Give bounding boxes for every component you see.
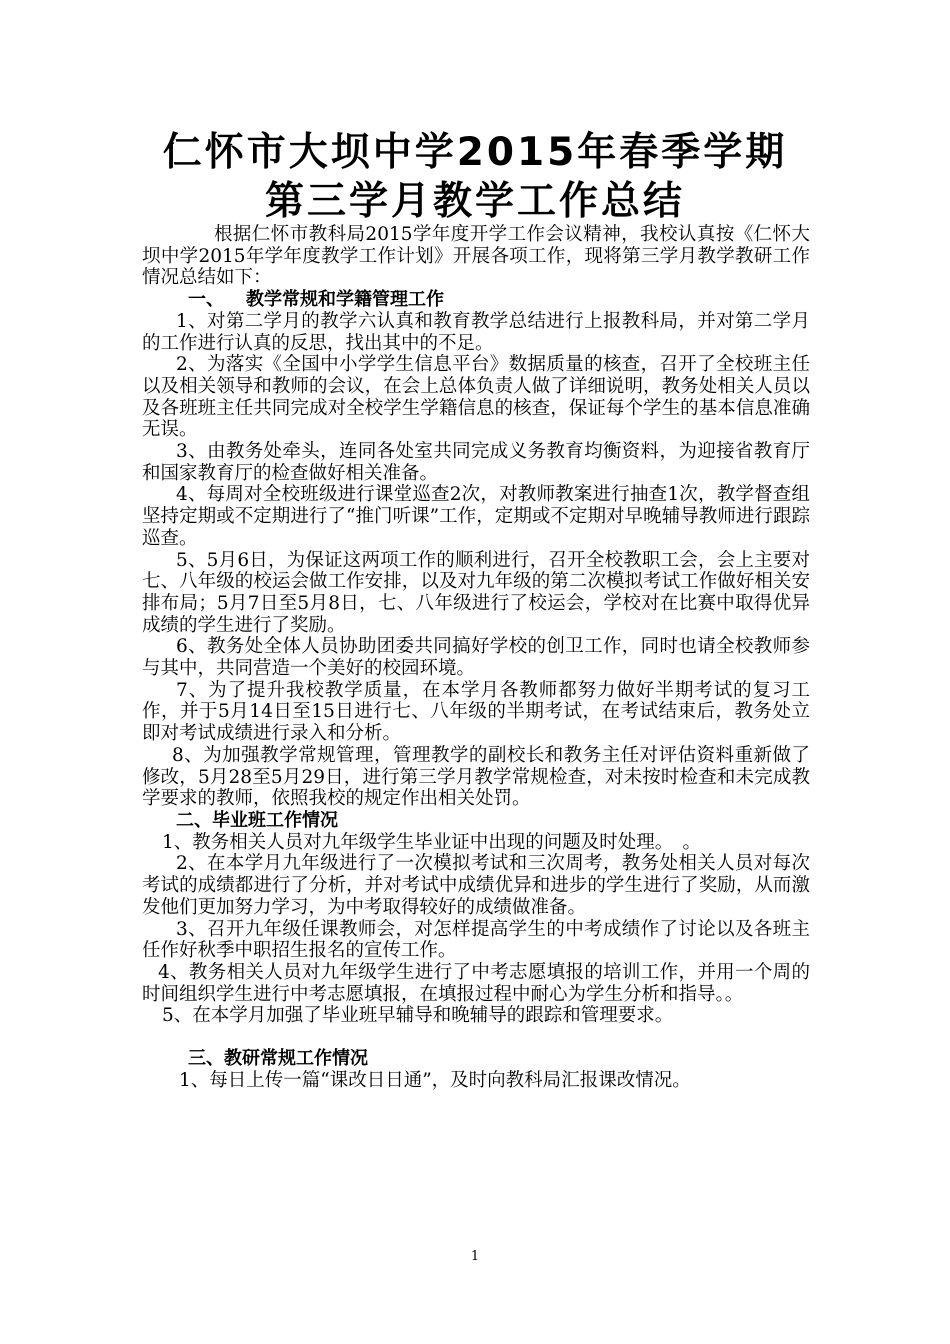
section1-item-2: 2、为落实《全国中小学学生信息平台》数据质量的核查，召开了全校班主任以及相关领导和教师的会议，在会上总体负责人做了详细说明，教务处相关人员以及各班班主任共同完成对全校学生学籍信息的核查，保证每个学生的基本信息准确无误。 bbox=[142, 354, 810, 441]
section1-number: 一、 bbox=[188, 289, 224, 311]
section2-item-3: 3、召开九年级任课教师会，对怎样提高学生的中考成绩作了讨论以及各班主任作好秋季中职招生报名的宣传工作。 bbox=[142, 918, 810, 962]
section3-heading: 三、教研常规工作情况 bbox=[188, 1048, 368, 1070]
document-title-line2: 第三学月教学工作总结 bbox=[264, 179, 685, 224]
document-body bbox=[142, 224, 810, 1091]
section1-item-1: 1、对第二学月的教学六认真和教育教学总结进行上报教科局，并对第二学月的工作进行认真的反思，找出其中的不足。 bbox=[142, 310, 810, 354]
section1-item-8: 8、为加强教学常规管理，管理教学的副校长和教务主任对评估资料重新做了修改，5月28至5月29日，进行第三学月教学常规检查，对未按时检查和未完成教学要求的教师，依照我校的规定作出相关处罚。 bbox=[142, 744, 810, 810]
section2-item-1: 1、教务相关人员对九年级学生毕业证中出现的问题及时处理。 。 bbox=[162, 831, 702, 853]
section1-item-4: 4、每周对全校班级进行课堂巡查2次，对教师教案进行抽查1次，教学督查组坚持定期或不定期进行了“推门听课”工作，定期或不定期对早晚辅导教师进行跟踪巡查。 bbox=[142, 484, 810, 549]
section1-item-3: 3、由教务处牵头，连同各处室共同完成义务教育均衡资料，为迎接省教育厅和国家教育厅的检查做好相关准备。 bbox=[142, 441, 810, 484]
intro-paragraph: 根据仁怀市教科局2015学年度开学工作会议精神，我校认真按《仁怀大坝中学2015年学年度教学工作计划》开展各项工作，现将第三学月教学教研工作情况总结如下： bbox=[142, 224, 810, 289]
section1-item-7: 7、为了提升我校教学质量，在本学月各教师都努力做好半期考试的复习工作，并于5月14日至15日进行七、八年级的半期考试，在考试结束后，教务处立即对考试成绩进行录入和分析。 bbox=[142, 679, 810, 745]
page-number: 1 bbox=[470, 1249, 480, 1264]
section2-item-5: 5、在本学月加强了毕业班早辅导和晚辅导的跟踪和管理要求。 bbox=[162, 1005, 674, 1027]
section1-heading bbox=[142, 289, 810, 311]
section1-item-5: 5、5月6日，为保证这两项工作的顺利进行，召开全校教职工会，会上主要对七、八年级的校运会做工作安排，以及对九年级的第二次模拟考试工作做好相关安排布局；5月7日至5月8日，七、八年级进行了校运会，学校对在比赛中取得优异成绩的学生进行了奖励。 bbox=[142, 549, 810, 636]
section1-title: 教学常规和学籍管理工作 bbox=[246, 289, 444, 311]
section2-item-4: 4、教务相关人员对九年级学生进行了中考志愿填报的培训工作，并用一个周的时间组织学生进行中考志愿填报，在填报过程中耐心为学生分析和指导。。 bbox=[142, 961, 810, 1005]
section1-item-6: 6、教务处全体人员协助团委共同搞好学校的创卫工作，同时也请全校教师参与其中，共同营造一个美好的校园环境。 bbox=[142, 636, 810, 680]
section3-item-1: 1、每日上传一篇“课改日日通”，及时向教科局汇报课改情况。 bbox=[179, 1069, 691, 1091]
section2-item-2: 2、在本学月九年级进行了一次模拟考试和三次周考，教务处相关人员对每次考试的成绩都进行了分析，并对考试中成绩优异和进步的学生进行了奖励，从而激发他们更加努力学习，为中考取得较好的成绩做准备。 bbox=[142, 853, 810, 918]
section2-heading: 二、毕业班工作情况 bbox=[176, 809, 338, 831]
document-title-line1: 仁怀市大坝中学2015年春季学期 bbox=[162, 130, 788, 175]
